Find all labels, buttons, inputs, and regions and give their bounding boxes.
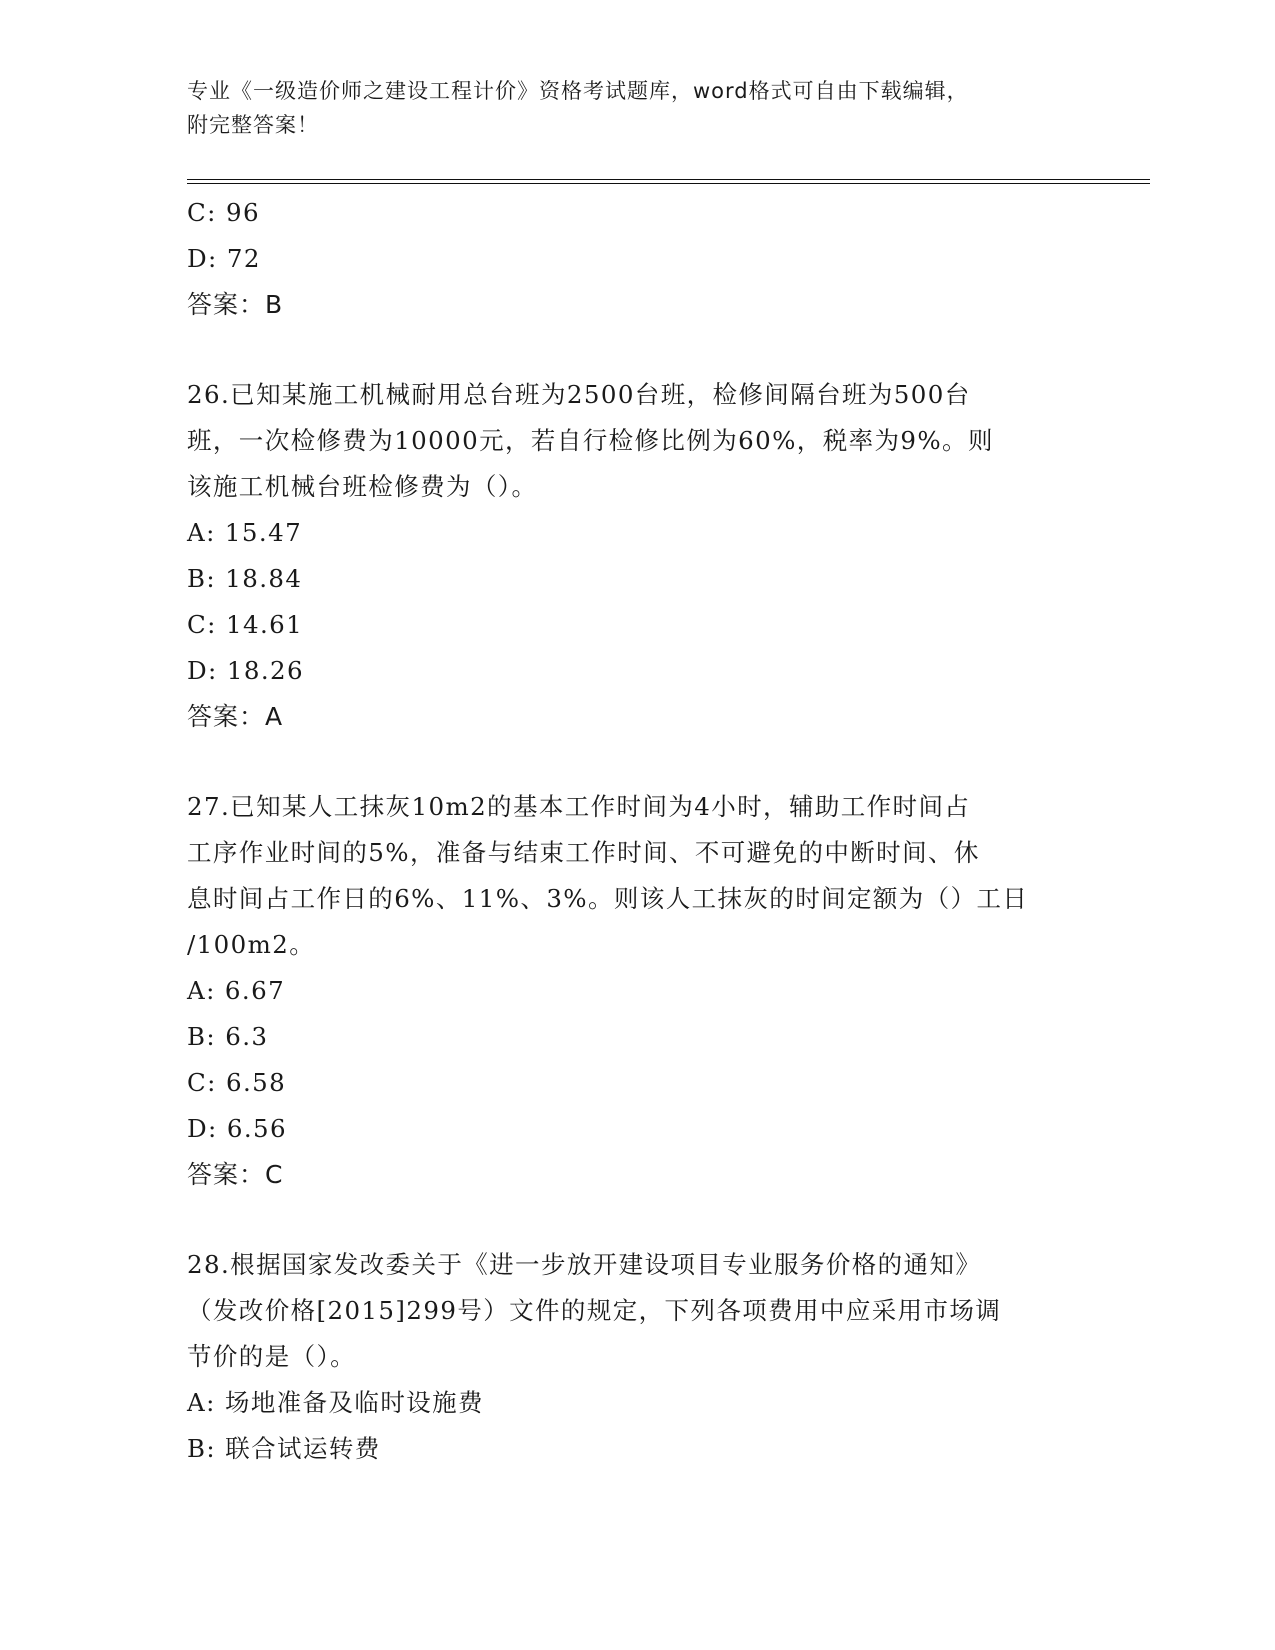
question-stem <box>187 372 1087 510</box>
document-header <box>187 74 1087 142</box>
header-rule-bottom <box>187 183 1150 184</box>
stem-line: 节价的是（）。 <box>187 1342 357 1371</box>
answer: 答案：B <box>187 290 284 319</box>
answer: 答案：A <box>187 702 284 731</box>
stem-line: 28.根据国家发改委关于《进一步放开建设项目专业服务价格的通知》 <box>187 1250 982 1279</box>
spacer <box>187 1198 1087 1242</box>
answer: 答案：C <box>187 1160 284 1189</box>
question-stem <box>187 784 1087 968</box>
stem-line: 该施工机械台班检修费为（）。 <box>187 472 538 501</box>
option-b: B: 18.84 <box>187 564 303 593</box>
stem-line: 班，一次检修费为10000元，若自行检修比例为60%，税率为9%。则 <box>187 426 994 455</box>
option-d: D: 72 <box>187 244 261 273</box>
stem-line: /100m2。 <box>187 930 316 959</box>
spacer <box>187 328 1087 372</box>
option-c: C: 6.58 <box>187 1068 287 1097</box>
option-d: D: 18.26 <box>187 656 305 685</box>
option-c: C: 96 <box>187 198 260 227</box>
option-a: A: 场地准备及临时设施费 <box>187 1388 484 1417</box>
option-c: C: 14.61 <box>187 610 304 639</box>
option-b: B: 6.3 <box>187 1022 269 1051</box>
spacer <box>187 740 1087 784</box>
header-line-2: 附完整答案！ <box>187 113 319 137</box>
option-d: D: 6.56 <box>187 1114 288 1143</box>
document-body <box>187 190 1087 1472</box>
option-a: A: 6.67 <box>187 976 286 1005</box>
question-28 <box>187 1242 1087 1472</box>
stem-line: 27.已知某人工抹灰10m2的基本工作时间为4小时，辅助工作时间占 <box>187 792 971 821</box>
option-b: B: 联合试运转费 <box>187 1434 381 1463</box>
stem-line: 26.已知某施工机械耐用总台班为2500台班，检修间隔台班为500台 <box>187 380 971 409</box>
stem-line: （发改价格[2015]299号）文件的规定，下列各项费用中应采用市场调 <box>187 1296 1002 1325</box>
question-26 <box>187 372 1087 740</box>
option-a: A: 15.47 <box>187 518 303 547</box>
question-25-tail <box>187 190 1087 328</box>
stem-line: 工序作业时间的5%，准备与结束工作时间、不可避免的中断时间、休 <box>187 838 980 867</box>
stem-line: 息时间占工作日的6%、11%、3%。则该人工抹灰的时间定额为（）工日 <box>187 884 1029 913</box>
header-rule-top <box>187 179 1150 180</box>
header-line-1: 专业《一级造价师之建设工程计价》资格考试题库，word格式可自由下载编辑， <box>187 79 969 103</box>
question-27 <box>187 784 1087 1198</box>
question-stem <box>187 1242 1087 1380</box>
